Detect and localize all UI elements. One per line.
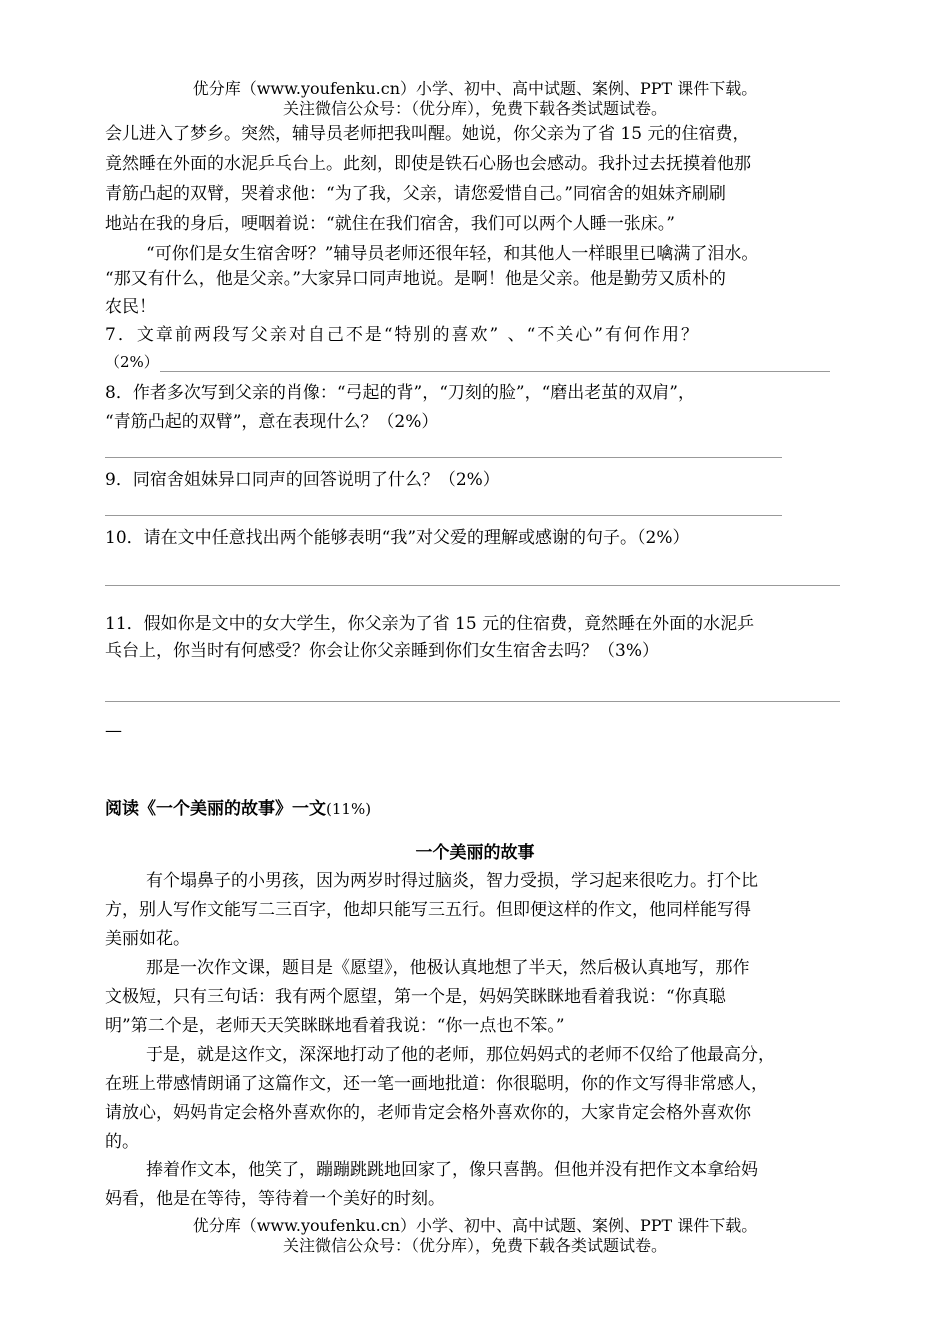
- question-7: 7．文章前两段写父亲对自己不是“特别的喜欢” 、“不关心”有何作用？: [105, 325, 700, 345]
- story2-p4-line: 捧着作文本，他笑了，蹦蹦跳跳地回家了，像只喜鹊。但他并没有把作文本拿给妈: [146, 1160, 758, 1180]
- story2-p4-line: 妈看，他是在等待，等待着一个美好的时刻。: [105, 1189, 445, 1209]
- question-9: 9．同宿舍姐妹异口同声的回答说明了什么？（2%）: [105, 470, 500, 490]
- story2-p2-line: 明”第二个是，老师天天笑眯眯地看着我说：“你一点也不笨。”: [105, 1016, 565, 1036]
- section-heading-score: (11%): [326, 800, 372, 818]
- story1-p1-line: 竟然睡在外面的水泥乒乓台上。此刻，即使是铁石心肠也会感动。我扑过去抚摸着他那: [105, 154, 751, 174]
- story-title: 一个美丽的故事: [415, 843, 535, 863]
- section-heading-text: 阅读《一个美丽的故事》一文: [105, 799, 326, 819]
- question-11-cont: 乓台上，你当时有何感受？你会让你父亲睡到你们女生宿舍去吗？（3%）: [105, 641, 659, 661]
- answer-line-q7[interactable]: [160, 371, 830, 372]
- story1-p1-line: 会儿进入了梦乡。突然，辅导员老师把我叫醒。她说，你父亲为了省 15 元的住宿费，: [105, 124, 750, 144]
- question-10: 10．请在文中任意找出两个能够表明“我”对父爱的理解或感谢的句子。（2%）: [105, 528, 690, 548]
- story2-p3-line: 请放心，妈妈肯定会格外喜欢你的，老师肯定会格外喜欢你的，大家肯定会格外喜欢你: [105, 1103, 751, 1123]
- question-7-score: （2%）: [105, 353, 159, 371]
- story2-p2-line: 那是一次作文课，题目是《愿望》，他极认真地想了半天，然后极认真地写，那作: [146, 958, 750, 978]
- footer-line-2: 关注微信公众号：（优分库），免费下载各类试题试卷。: [282, 1236, 667, 1255]
- question-8-cont: “青筋凸起的双臂”，意在表现什么？（2%）: [105, 412, 439, 432]
- story2-p1-line: 美丽如花。: [105, 929, 190, 949]
- answer-line-q11[interactable]: [105, 701, 840, 702]
- answer-line-q8[interactable]: [105, 457, 782, 458]
- story2-p1-line: 方，别人写作文能写二三百字，他却只能写三五行。但即便这样的作文，他同样能写得: [105, 900, 751, 920]
- footer-line-1: 优分库（www.youfenku.cn）小学、初中、高中试题、案例、PPT 课件下载。: [192, 1216, 758, 1235]
- story1-p2-line: “可你们是女生宿舍呀？”辅导员老师还很年轻，和其他人一样眼里已噙满了泪水。: [146, 244, 759, 264]
- answer-line-q9[interactable]: [105, 515, 782, 516]
- story1-p2-line: “那又有什么，他是父亲。”大家异口同声地说。是啊！他是父亲。他是勤劳又质朴的: [105, 269, 726, 289]
- answer-line-q10[interactable]: [105, 585, 840, 586]
- header-line-1: 优分库（www.youfenku.cn）小学、初中、高中试题、案例、PPT 课件下载。: [192, 79, 758, 98]
- story2-p3-line: 于是，就是这作文，深深地打动了他的老师，那位妈妈式的老师不仅给了他最高分，: [146, 1045, 775, 1065]
- story2-p2-line: 文极短，只有三句话：我有两个愿望，第一个是，妈妈笑眯眯地看着我说：“你真聪: [105, 987, 726, 1007]
- section-heading: [105, 799, 371, 819]
- story2-p3-line: 在班上带感情朗诵了这篇作文，还一笔一画地批道：你很聪明，你的作文写得非常感人，: [105, 1074, 768, 1094]
- story1-p2-line: 农民！: [105, 297, 156, 317]
- header-line-2: 关注微信公众号：（优分库），免费下载各类试题试卷。: [282, 99, 667, 118]
- story1-p1-line: 青筋凸起的双臂，哭着求他：“为了我，父亲，请您爱惜自己。”同宿舍的姐妹齐刷刷: [105, 184, 726, 204]
- question-8: 8．作者多次写到父亲的肖像：“弓起的背”，“刀刻的脸”，“磨出老茧的双肩”，: [105, 383, 695, 403]
- story1-p1-line: 地站在我的身后，哽咽着说：“就住在我们宿舍，我们可以两个人睡一张床。”: [105, 214, 675, 234]
- answer-line-q11-tail: —: [105, 721, 122, 741]
- story2-p1-line: 有个塌鼻子的小男孩，因为两岁时得过脑炎，智力受损，学习起来很吃力。打个比: [146, 871, 758, 891]
- story2-p3-line: 的。: [105, 1132, 139, 1152]
- question-11: 11．假如你是文中的女大学生，你父亲为了省 15 元的住宿费，竟然睡在外面的水泥乒: [105, 614, 755, 634]
